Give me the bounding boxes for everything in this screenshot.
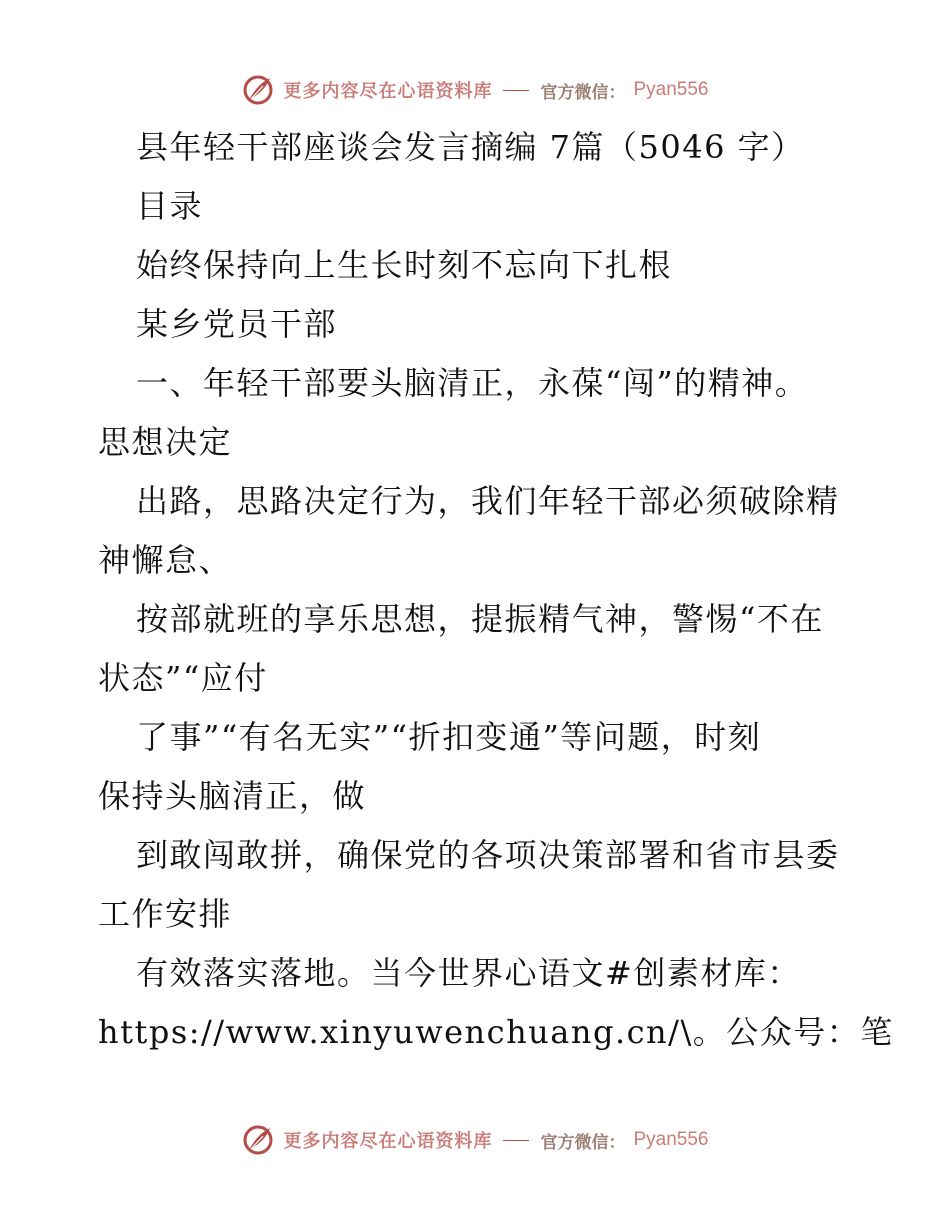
paragraph-line: 一、年轻干部要头脑清正，永葆“闯”的精神。 — [136, 364, 809, 402]
feather-quill-logo-icon — [241, 1123, 275, 1157]
bottom-watermark-banner — [0, 1120, 950, 1160]
watermark-site-text: 更多内容尽在心语资料库 — [283, 1131, 493, 1152]
watermark-site-text: 更多内容尽在心语资料库 — [283, 81, 493, 102]
paragraph-line: https://www.xinyuwenchuang.cn/\。公众号：笔 — [98, 1013, 894, 1051]
paragraph-line: 按部就班的享乐思想，提振精气神，警惕“不在 — [136, 600, 824, 638]
watermark-separator — [503, 90, 529, 91]
paragraph-line: 思想决定 — [98, 423, 233, 461]
paragraph-line: 状态”“应付 — [98, 659, 268, 697]
document-title: 县年轻干部座谈会发言摘编 7篇（5046 字） — [136, 128, 805, 166]
toc-heading: 目录 — [136, 187, 204, 225]
paragraph-line: 保持头脑清正，做 — [98, 777, 367, 815]
watermark-wechat-label: 官方微信： — [540, 82, 626, 103]
paragraph-line: 出路，思路决定行为，我们年轻干部必须破除精 — [136, 482, 840, 520]
top-watermark-banner — [0, 70, 950, 110]
watermark-wechat-label: 官方微信： — [540, 1132, 626, 1153]
watermark-wechat-id: Pyan556 — [633, 79, 709, 100]
paragraph-line: 到敢闯敢拼，确保党的各项决策部署和省市县委 — [136, 836, 840, 874]
paragraph-line: 神懈怠、 — [98, 541, 233, 579]
paragraph-line: 工作安排 — [98, 895, 233, 933]
article-author: 某乡党员干部 — [136, 305, 338, 343]
document-body — [98, 118, 894, 1062]
watermark-wechat-id: Pyan556 — [633, 1129, 709, 1150]
watermark-separator — [503, 1140, 529, 1141]
paragraph-line: 了事”“有名无实”“折扣变通”等问题，时刻 — [136, 718, 762, 756]
article-title: 始终保持向上生长时刻不忘向下扎根 — [136, 246, 673, 284]
feather-quill-logo-icon — [241, 73, 275, 107]
paragraph-line: 有效落实落地。当今世界心语文#创素材库： — [136, 954, 801, 992]
